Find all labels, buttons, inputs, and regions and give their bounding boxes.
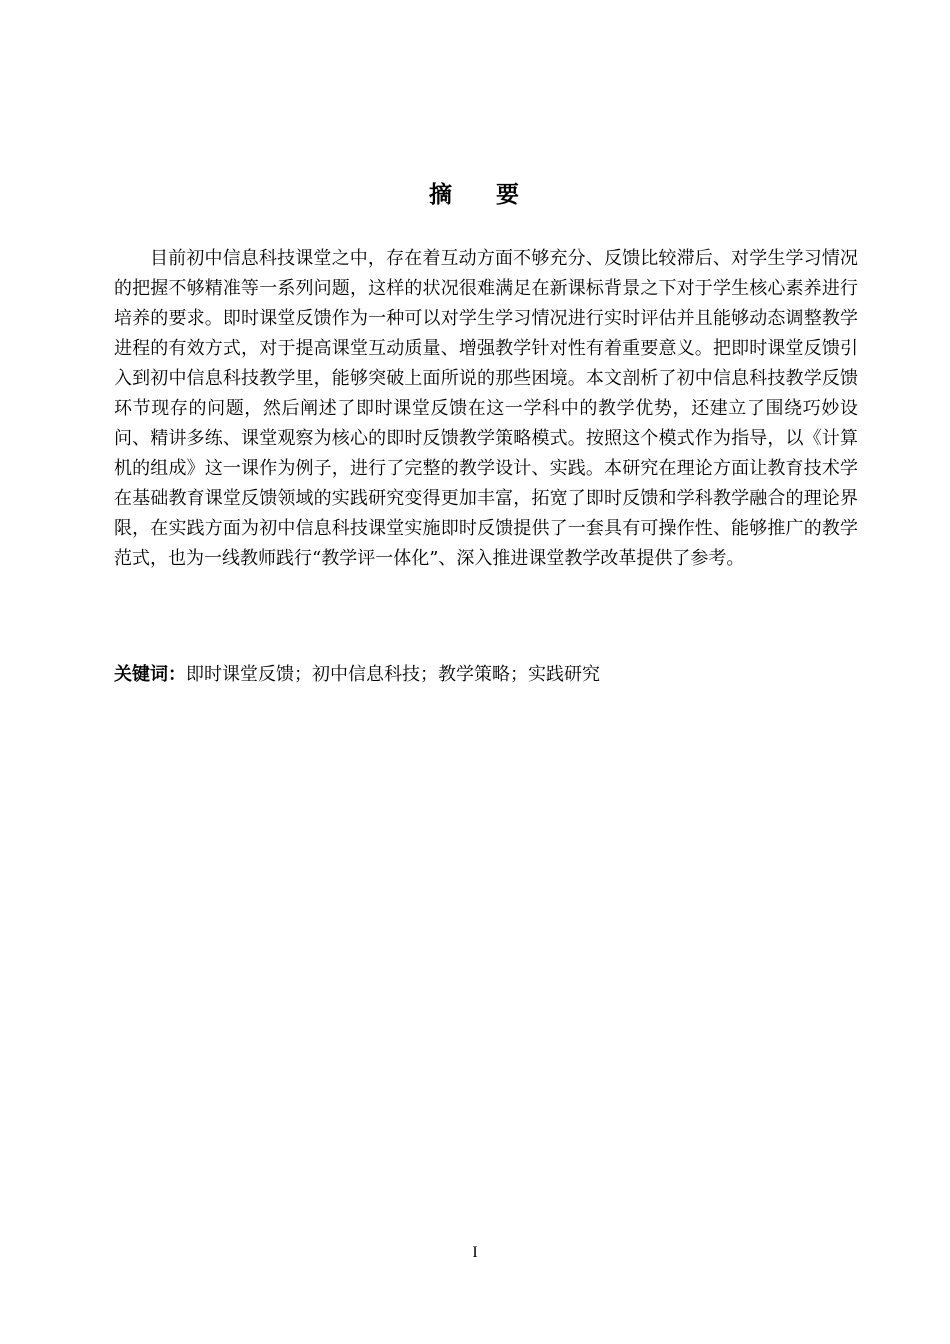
page-number: I	[472, 1244, 478, 1261]
abstract-body: 目前初中信息科技课堂之中，存在着互动方面不够充分、反馈比较滞后、对学生学习情况的把握不够精准等一系列问题，这样的状况很难满足在新课标背景之下对于学生核心素养进行培养的要求。即时课堂反馈作为一种可以对学生学习情况进行实时评估并且能够动态调整教学进程的有效方式，对于提高课堂互动质量、增强教学针对性有着重要意义。把即时课堂反馈引入到初中信息科技教学里，能够突破上面所说的那些困境。本文剖析了初中信息科技教学反馈环节现存的问题，然后阐述了即时课堂反馈在这一学科中的教学优势，还建立了围绕巧妙设问、精讲多练、课堂观察为核心的即时反馈教学策略模式。按照这个模式作为指导，以《计算机的组成》这一课作为例子，进行了完整的教学设计、实践。本研究在理论方面让教育技术学在基础教育课堂反馈领域的实践研究变得更加丰富，拓宽了即时反馈和学科教学融合的理论界限，在实践方面为初中信息科技课堂实施即时反馈提供了一套具有可操作性、能够推广的教学范式，也为一线教师践行“教学评一体化”、深入推进课堂教学改革提供了参考。	[114, 248, 858, 569]
abstract-title	[0, 176, 950, 209]
abstract-title-char-1: 摘	[429, 182, 454, 208]
keywords-line	[114, 660, 858, 690]
keywords-label: 关键词：	[114, 664, 186, 685]
abstract-title-char-2: 要	[496, 182, 521, 208]
keywords-value: 即时课堂反馈；初中信息科技；教学策略；实践研究	[186, 664, 600, 685]
